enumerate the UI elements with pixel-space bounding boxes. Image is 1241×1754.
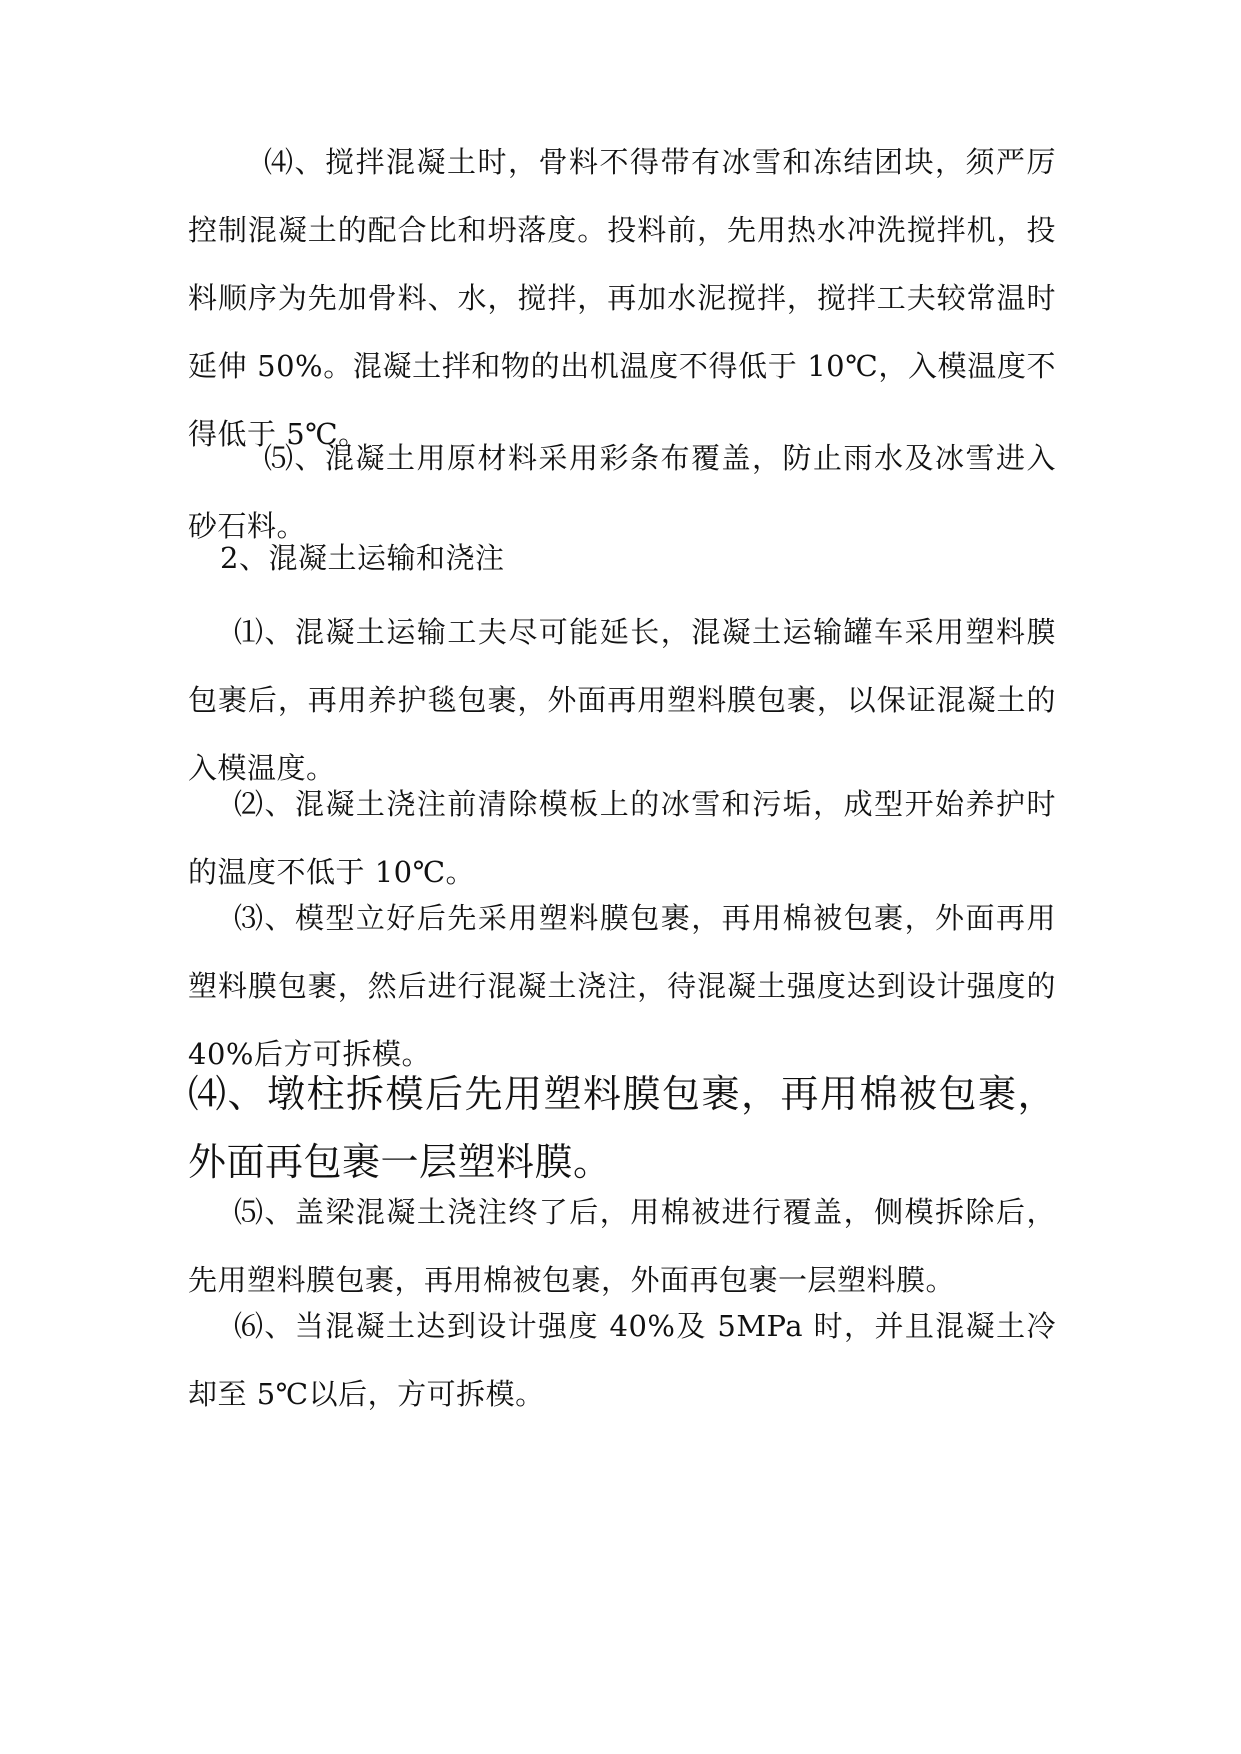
section-heading-transport: 2、混凝土运输和浇注 [220,541,505,575]
paragraph-pier-column: ⑷、墩柱拆模后先用塑料膜包裹，再用棉被包裹，外面再包裹一层塑料膜。 [188,1072,1056,1184]
paragraph-material-cover: ⑸、混凝土用原材料采用彩条布覆盖，防止雨水及冰雪进入砂石料。 [188,441,1056,543]
paragraph-demolding: ⑹、当混凝土达到设计强度 40%及 5MPa 时，并且混凝土冷却至 5℃以后，方可拆模。 [188,1309,1056,1411]
paragraph-pouring-prep: ⑵、混凝土浇注前清除模板上的冰雪和污垢，成型开始养护时的温度不低于 10℃。 [188,787,1056,889]
paragraph-mixing: ⑷、搅拌混凝土时，骨料不得带有冰雪和冻结团块，须严厉控制混凝土的配合比和坍落度。投料前，先用热水冲洗搅拌机，投料顺序为先加骨料、水，搅拌，再加水泥搅拌，搅拌工夫较常温时延伸 50%。混凝土拌和物的出机温度不得低于 10℃，入模温度不得低于 5℃。 [188,145,1056,451]
paragraph-formwork: ⑶、模型立好后先采用塑料膜包裹，再用棉被包裹，外面再用塑料膜包裹，然后进行混凝土浇注，待混凝土强度达到设计强度的 40%后方可拆模。 [188,901,1056,1071]
paragraph-cap-beam: ⑸、盖梁混凝土浇注终了后，用棉被进行覆盖，侧模拆除后，先用塑料膜包裹，再用棉被包裹，外面再包裹一层塑料膜。 [188,1195,1056,1297]
paragraph-transport: ⑴、混凝土运输工夫尽可能延长，混凝土运输罐车采用塑料膜包裹后，再用养护毯包裹，外面再用塑料膜包裹，以保证混凝土的入模温度。 [188,615,1056,785]
